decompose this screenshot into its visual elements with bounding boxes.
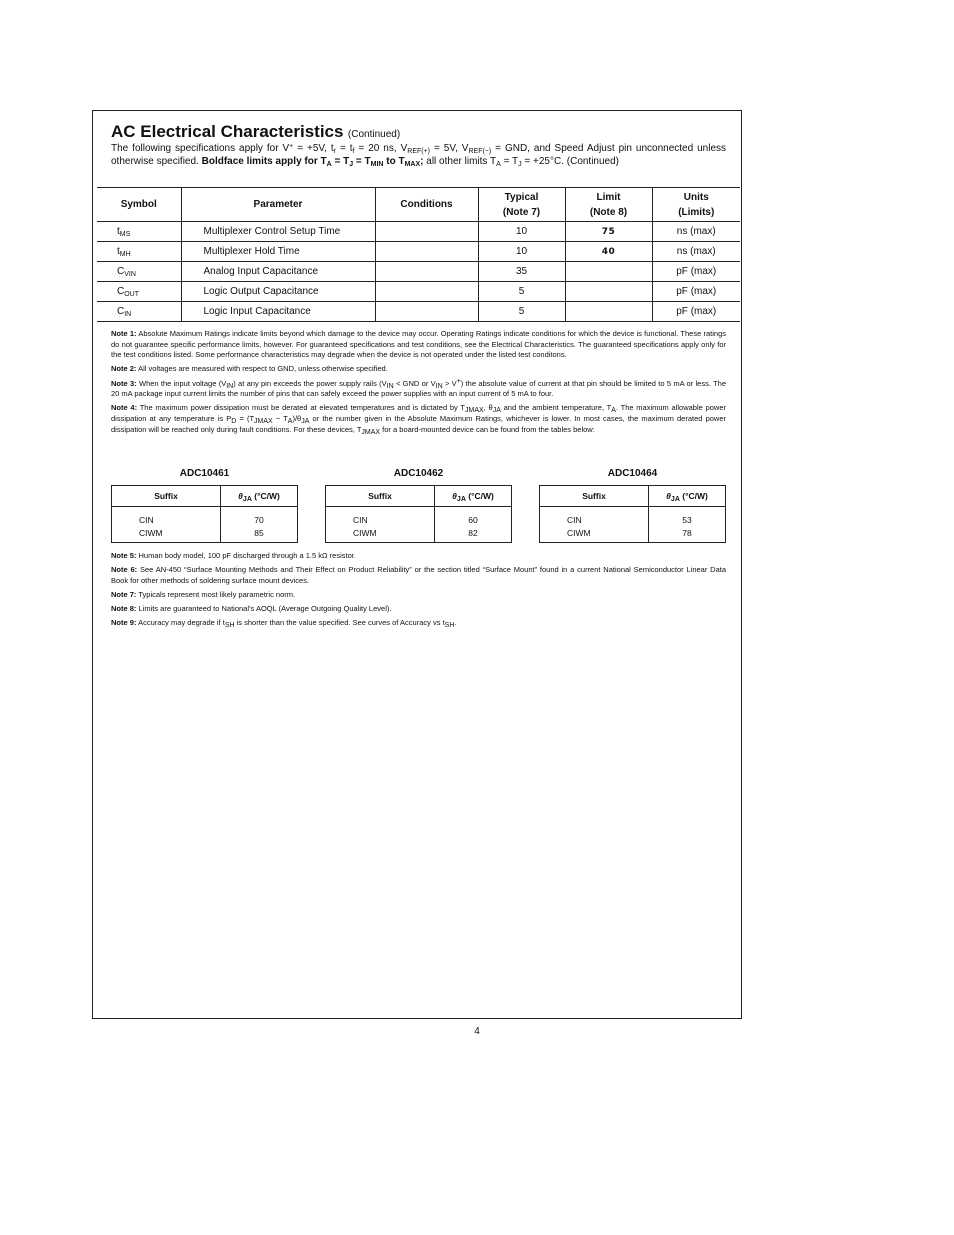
table-row: CIN 70: [112, 507, 298, 527]
cell-limit: [565, 282, 652, 302]
table-row: [97, 282, 740, 302]
cell-typical: 10: [478, 222, 565, 242]
cell-units: ns (max): [652, 242, 740, 262]
header-suffix: Suffix: [112, 486, 221, 507]
cell-typical: 10: [478, 242, 565, 262]
conditions-paragraph: The following specifications apply for V+ = +5V, $t_r = t_f = 20$ ns, $V_{REF(+)} = 5V$, $V_{REF(-)}$ = GND, and Speed Adjust pin unconnected unless otherwise specified. Boldface limits apply for $T_A = T_J = T_{MIN}$ to $T_{MAX}$; all other limits $T_A = T_J = +25^\circ C$. (Continued): [111, 143, 727, 168]
cell-units: pF (max): [652, 302, 740, 322]
page-number: 4: [474, 1026, 480, 1037]
cell-conditions: [375, 242, 478, 262]
cell-parameter: Logic Output Capacitance: [181, 282, 375, 302]
notes-block-lower: [111, 551, 726, 633]
note-6: Note 6: See AN-450 “Surface Mounting Methods and Their Effect on Product Reliability” or the section titled “Surface Mount” found in a current National Semiconductor Linear Data Book for other methods of soldering surface mount devices.: [111, 565, 726, 585]
thermal-table-adc10461: [111, 467, 298, 543]
cell-limit: 75: [565, 222, 652, 242]
header-symbol: Symbol: [97, 188, 181, 222]
cell-parameter: Multiplexer Hold Time: [181, 242, 375, 262]
device-name: ADC10464: [607, 468, 658, 479]
header-suffix: Suffix: [326, 486, 435, 507]
table-row: CIN 60: [326, 507, 512, 527]
thermal-table-adc10462: [325, 467, 512, 543]
table-row: [97, 302, 740, 322]
cell-typical: 5: [478, 282, 565, 302]
header-theta-ja: $\theta_{JA}$ (°C/W): [221, 486, 298, 507]
cell-parameter: Analog Input Capacitance: [181, 262, 375, 282]
header-limit: Limit (Note 8): [565, 188, 652, 222]
cell-conditions: [375, 262, 478, 282]
cell-units: ns (max): [652, 222, 740, 242]
cell-typical: 35: [478, 262, 565, 282]
page-frame: [92, 110, 742, 1019]
cell-limit: [565, 262, 652, 282]
table-row: CIWM 78: [540, 526, 726, 543]
note-9: Note 9: Accuracy may degrade if $t_{SH}$ is shorter than the value specified. See curves of Accuracy vs $t_{SH}$.: [111, 618, 457, 630]
cell-parameter: Logic Input Capacitance: [181, 302, 375, 322]
table-row: [97, 242, 740, 262]
cell-symbol: $t_{MS}$: [97, 222, 181, 242]
note-8: Note 8: Limits are guaranteed to National’s AOQL (Average Outgoing Quality Level).: [111, 604, 392, 614]
note-5: Note 5: Human body model, 100 pF discharged through a 1.5 kΩ resistor.: [111, 551, 356, 560]
cell-symbol: $C_{IN}$: [97, 302, 181, 322]
note-2: Note 2: All voltages are measured with respect to GND, unless otherwise specified.: [111, 364, 388, 374]
notes-block-upper: [111, 329, 726, 439]
header-theta-ja: $\theta_{JA}$ (°C/W): [649, 486, 726, 507]
cell-conditions: [375, 302, 478, 322]
cell-symbol: $C_{OUT}$: [97, 282, 181, 302]
section-title: AC Electrical Characteristics: [111, 122, 344, 141]
header-units: Units (Limits): [652, 188, 740, 222]
cell-conditions: [375, 222, 478, 242]
section-title-suffix: (Continued): [347, 129, 401, 140]
table-row: CIWM 85: [112, 526, 298, 543]
cell-conditions: [375, 282, 478, 302]
table-header-row: [97, 188, 740, 222]
cell-limit: 40: [565, 242, 652, 262]
thermal-tables: [111, 467, 726, 543]
cell-parameter: Multiplexer Control Setup Time: [181, 222, 375, 242]
cell-limit: [565, 302, 652, 322]
table-row: [97, 262, 740, 282]
table-row: CIN 53: [540, 507, 726, 527]
header-parameter: Parameter: [181, 188, 375, 222]
cell-units: pF (max): [652, 262, 740, 282]
header-theta-ja: $\theta_{JA}$ (°C/W): [435, 486, 512, 507]
cell-units: pF (max): [652, 282, 740, 302]
note-3: Note 3: When the input voltage $(V_{IN})$ at any pin exceeds the power supply rails ($V_{IN}$ < GND or $V_{IN} > V^+$) the absolute value of current at that pin should be limited to 5 mA or less. The 20 mA package input current limits the number of pins that can safely exceed the power supplies with an input current of 5 mA to four.: [111, 377, 727, 399]
thermal-table-adc10464: [539, 467, 726, 543]
boldface-limits-note: Boldface limits apply for $T_A = T_J = T_{MIN}$ to $T_{MAX}$;: [201, 156, 424, 168]
cell-typical: 5: [478, 302, 565, 322]
device-name: ADC10461: [179, 468, 230, 479]
section-heading: [111, 122, 400, 142]
header-typical: Typical (Note 7): [478, 188, 565, 222]
note-1: Note 1: Absolute Maximum Ratings indicate limits beyond which damage to the device may occur. Operating Ratings indicate conditions for which the device is functional. These ratings do not guarantee specific performance limits, however. For guaranteed specifications and test conditions, see the Electrical Characteristics. The guaranteed specifications apply only for the test conditions listed. Some performance characteristics may degrade when the device is not operated under the listed test conditons.: [111, 329, 726, 360]
note-4: Note 4: The maximum power dissipation must be derated at elevated temperatures and is dictated by $T_{JMAX}$, $\theta_{JA}$ and the ambient temperature, $T_A$. The maximum allowable power dissipation at any temperature is $P_D = (T_{JMAX} - T_A)/\theta_{JA}$ or the number given in the Absolute Maximum Ratings, whichever is lower. In most cases, the maximum derated power dissipation will be reached only during fault conditions. For these devices, $T_{JMAX}$ for a board-mounted device can be found from the tables below:: [111, 403, 727, 436]
note-7: Note 7: Typicals represent most likely parametric norm.: [111, 589, 296, 599]
table-row: [97, 222, 740, 242]
header-conditions: Conditions: [375, 188, 478, 222]
ac-characteristics-table: [97, 187, 740, 322]
table-row: CIWM 82: [326, 526, 512, 543]
cell-symbol: $t_{MH}$: [97, 242, 181, 262]
header-suffix: Suffix: [540, 486, 649, 507]
cell-symbol: $C_{VIN}$: [97, 262, 181, 282]
device-name: ADC10462: [393, 468, 444, 479]
